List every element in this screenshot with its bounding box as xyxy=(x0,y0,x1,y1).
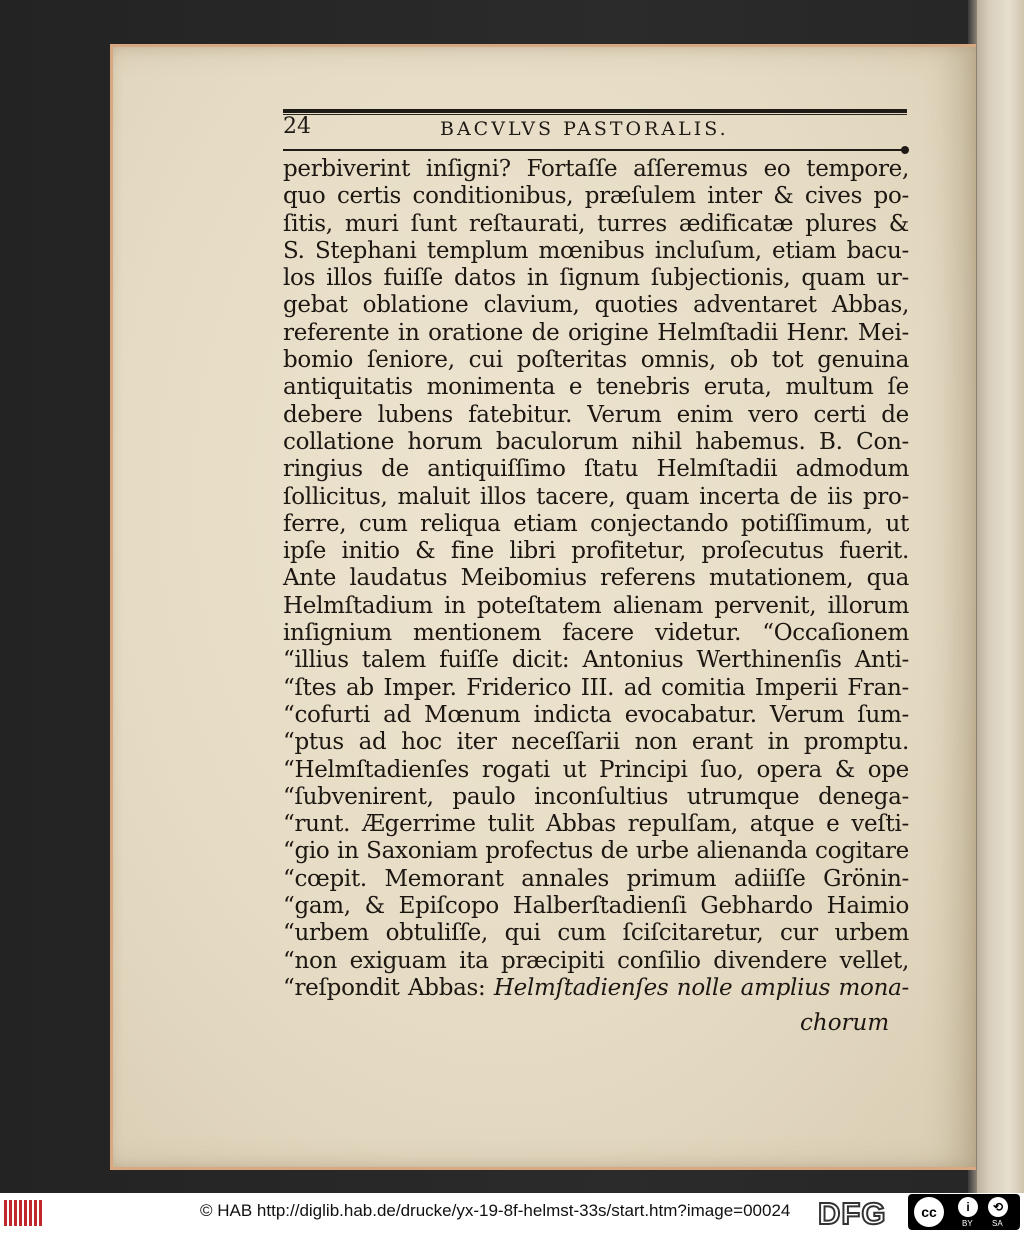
text-line: “illius talem fuiſſe dicit: Antonius Werthinenſis Anti- xyxy=(283,647,909,674)
text-line: “cofurti ad Mœnum indicta evocabatur. Verum ſum- xyxy=(283,701,909,728)
barcode-icon xyxy=(4,1200,42,1226)
text-line: ſollicitus, maluit illos tacere, quam incerta de iis pro- xyxy=(283,483,909,510)
text-line: “ſubvenirent, paulo inconſultius utrumque denega- xyxy=(283,783,909,810)
by-label: BY xyxy=(962,1219,973,1228)
cc-icon: cc xyxy=(914,1197,944,1227)
text-line: inſignium mentionem facere videtur. “Occaſionem xyxy=(283,620,909,647)
text-line: “gio in Saxoniam profectus de urbe alienanda cogitare xyxy=(283,838,909,865)
header-rule-bottom xyxy=(283,149,907,151)
text-line: “urbem obtuliſſe, qui cum ſciſcitaretur, cur urbem xyxy=(283,920,909,947)
text-line: gebat oblatione clavium, quoties adventaret Abbas, xyxy=(283,292,909,319)
body-text xyxy=(283,156,909,1002)
sa-icon: ⟲ xyxy=(988,1197,1008,1217)
dfg-logo[interactable]: DFG xyxy=(818,1196,887,1231)
text-line: bomio ſeniore, cui poſteritas omnis, ob tot genuina xyxy=(283,347,909,374)
text-line: los illos fuiſſe datos in ſignum ſubjectionis, quam ur- xyxy=(283,265,909,292)
text-line: Helmſtadium in poteſtatem alienam pervenit, illorum xyxy=(283,592,909,619)
facing-page-edge xyxy=(975,0,1024,1193)
sa-label: SA xyxy=(992,1219,1003,1228)
text-line: S. Stephani templum mœnibus incluſum, etiam bacu- xyxy=(283,237,909,264)
header-rule-thick xyxy=(283,109,907,113)
text-line: “cœpit. Memorant annales primum adiiſſe Grönin- xyxy=(283,865,909,892)
last-line-italic: Helmſtadienſes nolle amplius mona- xyxy=(493,974,909,1001)
text-line: “Helmſtadienſes rogati ut Principi ſuo, opera & ope xyxy=(283,756,909,783)
text-line: “ptus ad hoc iter neceſſarii non erant in promptu. xyxy=(283,729,909,756)
text-line: “non exiguam ita præcipiti conſilio divendere vellet, xyxy=(283,947,909,974)
text-line-last xyxy=(283,975,909,1002)
page-number: 24 xyxy=(283,114,311,139)
last-line-prefix: “reſpondit Abbas: xyxy=(283,974,494,1001)
text-line: “gam, & Epiſcopo Halberſtadienſi Gebhardo Haimio xyxy=(283,893,909,920)
text-line: quo certis conditionibus, præſulem inter & cives po- xyxy=(283,183,909,210)
text-line: “ſtes ab Imper. Friderico III. ad comitia Imperii Fran- xyxy=(283,674,909,701)
text-line: perbiverint inſigni? Fortaſſe aſſeremus eo tempore, xyxy=(283,156,909,182)
text-line: ringius de antiquiſſimo ſtatu Helmſtadii admodum xyxy=(283,456,909,483)
header-rule-thin xyxy=(283,114,907,115)
text-line: referente in oratione de origine Helmſtadii Henr. Mei- xyxy=(283,319,909,346)
citation-link[interactable]: © HAB http://diglib.hab.de/drucke/yx-19-8f-helmst-33s/start.htm?image=00024 xyxy=(200,1201,791,1220)
text-line: Ante laudatus Meibomius referens mutationem, qua xyxy=(283,565,909,592)
catchword: chorum xyxy=(800,1010,890,1036)
text-line: ipſe initio & fine libri profitetur, proſecutus fuerit. xyxy=(283,538,909,565)
text-line: ſitis, muri ſunt reſtaurati, turres ædificatæ plures & xyxy=(283,210,909,237)
text-line: “runt. Ægerrime tulit Abbas repulſam, atque e veſti- xyxy=(283,811,909,838)
text-line: collatione horum baculorum nihil habemus. B. Con- xyxy=(283,428,909,455)
text-line: antiquitatis monimenta e tenebris eruta, multum ſe xyxy=(283,374,909,401)
by-icon: i xyxy=(958,1197,978,1217)
running-head: BACVLVS PASTORALIS. xyxy=(440,118,729,140)
text-line: debere lubens fatebitur. Verum enim vero certi de xyxy=(283,401,909,428)
text-line: ferre, cum reliqua etiam conjectando potiſſimum, ut xyxy=(283,510,909,537)
